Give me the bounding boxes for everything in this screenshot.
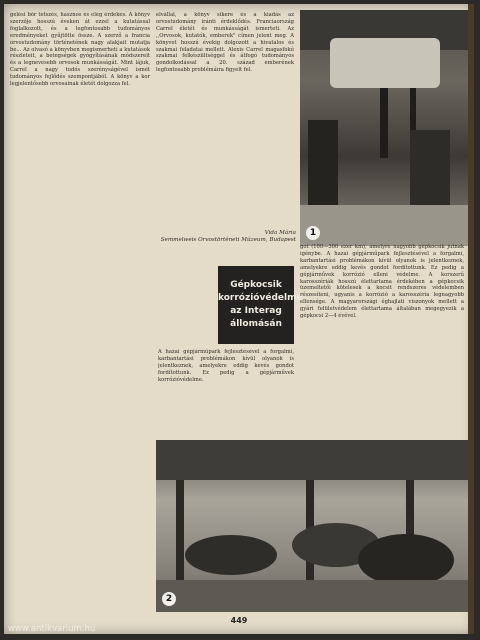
article-text: got (100—300 ezer km), amelyre nagyobb gépkocsik jutnak igénybe. A hazai gépjárműpark fejlesztésével a forgalmi, karbantartási problémákon kívül olyanok is jelentkeznek, amelyekre eddig kevés gondot fordítottunk. Ez pedig a gépjárművek korrózió elleni védelme. A korszerű karosszériák hosszú élettartama érdekében a gépkocsik üzemeltetői kötelesek a kocsit rendszeres védelemben részesíteni, ugyanis a korrózió a karosszéria legnagyobb ellensége. A magyarországi éghajlati viszonyok mellett a gyári felületvédelem élettartama általában megegyezik a gépkocsi 2—4 évével. — [300, 244, 464, 320]
article-text: A hazai gépjárműpark fejlesztésével a forgalmi, karbantartási problémákon kívül olyanok is jelentkeznek, amelyekre eddig kevés gondot fordítottunk. Ez pedig a gépjárművek korrózióvédelme. — [158, 349, 294, 383]
site-watermark: www.antikvarium.hu — [8, 624, 96, 634]
workshop-cars-illustration — [156, 440, 468, 612]
garage-lift-illustration — [300, 10, 468, 246]
photo-number-badge: 1 — [306, 226, 320, 240]
page-number: 449 — [230, 616, 248, 625]
photo-caption — [158, 230, 296, 244]
caption-author: Vida Mária — [264, 230, 296, 236]
article-column-1 — [10, 12, 150, 624]
article-title: Gépkocsik korrózióvédelme az Interag állomásán — [218, 280, 303, 329]
article-column-2 — [156, 12, 294, 224]
page-edge-bar — [468, 4, 474, 634]
photo-workshop-cars — [156, 440, 468, 612]
article-text: gelési bőr tetszés, hasznos és elég érdekes. A könyv szerzője hosszú éveken át ezzel a kutatással foglalkozott, és a legfontosabb tudományos eredményeket gyűjtötte össze. A szerző a francia orvostudomány történetének nagy alakjait mutatja be... Az olvasó a könyvben megismerheti a kutatások részleteit, a betegségek gyógyításának módszereit és a legnevesebb orvosok munkásságát. Mint lájuk, Carrel a nagy tudós szerényságével ismét tudományos fejlődés szempontjából. A könyv a kor legjelentősebb orvosainak életét dolgozza fel. — [10, 12, 150, 88]
magazine-page — [4, 4, 474, 634]
photo-garage-lift — [300, 10, 468, 246]
photo-number-badge: 2 — [162, 592, 176, 606]
article-title-box — [218, 266, 303, 344]
caption-organization: Semmelweis Orvostörténeti Múzeum, Budapest — [160, 237, 296, 243]
article-text: elvállal, a könyv sikere és a kiadás az orvostudomány iránti érdeklődés. Franciaország Carrel életét és munkásságát ismerteti. Az ,,Orvosok, kutatók, emberek" címen jelent meg. A könyvet hosszú évekig dolgozott a hivatalos és szakmai feladatai mellett. Alexis Carrel magasfokú szakmai felkészültséggel és átfogó tudományos gondolkodással a 20. század emberének legfontosabb problémáira figyelt fel. — [156, 12, 294, 74]
article-column-4 — [158, 349, 294, 429]
